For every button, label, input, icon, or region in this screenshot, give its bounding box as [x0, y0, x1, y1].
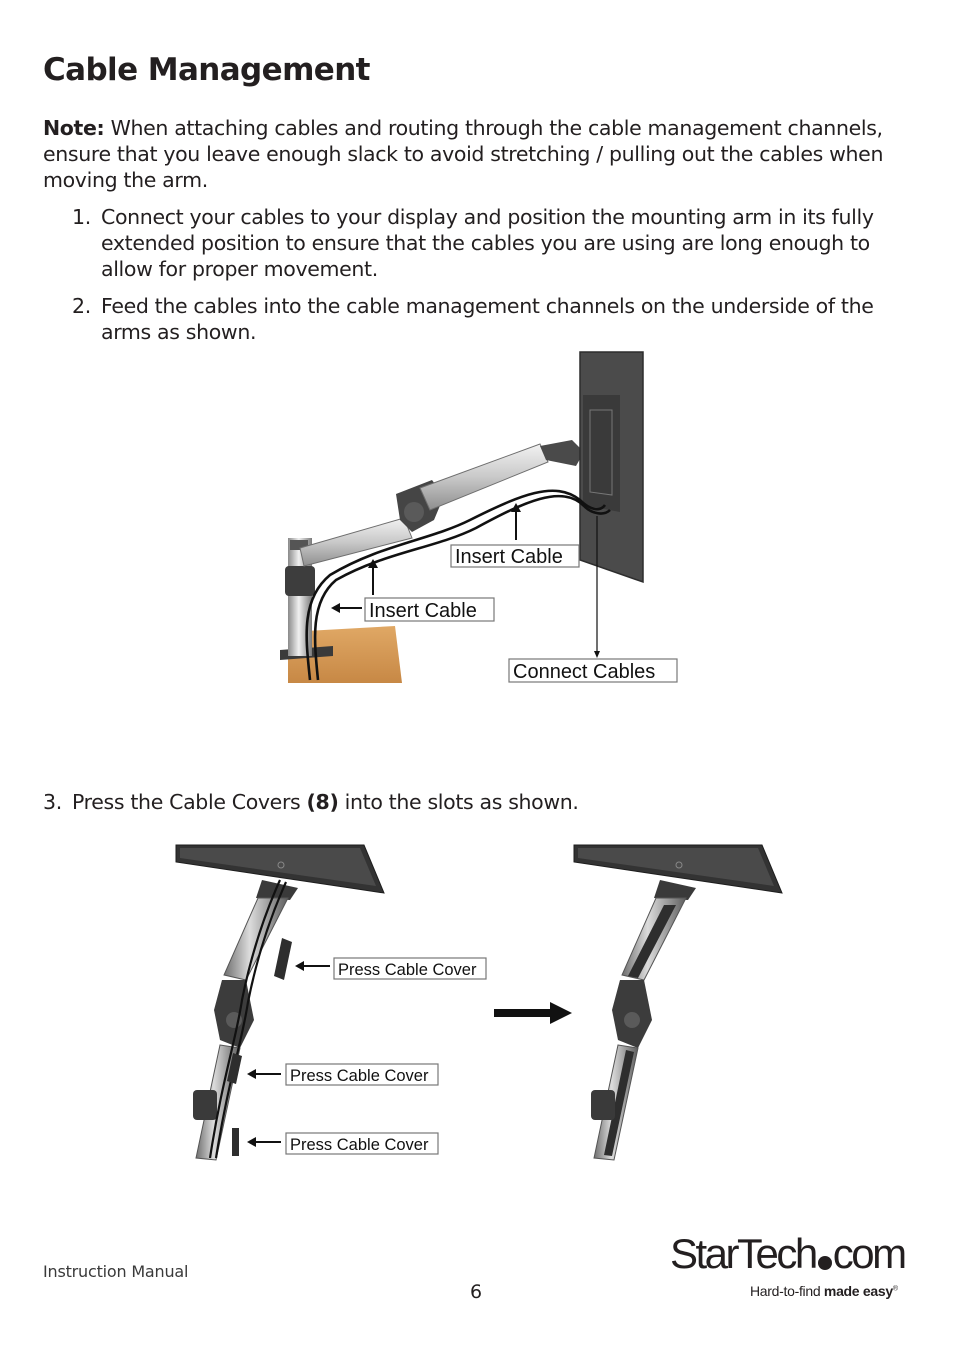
step-number: 1.: [72, 205, 91, 229]
after-assembly: [574, 845, 782, 1160]
footer-label: Instruction Manual: [43, 1262, 189, 1281]
callout-insert-cable-upper: Insert Cable: [455, 546, 563, 568]
cable-cover-piece: [274, 938, 292, 980]
lower-arm: [300, 518, 412, 566]
note-paragraph: [43, 116, 903, 193]
before-assembly: [176, 845, 384, 1160]
step-number: 2.: [72, 294, 91, 318]
cable-routing-illustration: [270, 345, 690, 690]
callout-press-cable-cover-middle: Press Cable Cover: [290, 1067, 429, 1085]
step-text: Feed the cables into the cable management channels on the underside of the arms as shown.: [101, 294, 874, 344]
page-number: 6: [470, 1281, 483, 1303]
brand-tagline: Hard-to-find made easy®: [750, 1283, 898, 1299]
page-title: Cable Management: [43, 52, 370, 88]
step-number: 3.: [43, 790, 62, 814]
callout-insert-cable-lower: Insert Cable: [369, 600, 477, 622]
cable-cover-illustration: [170, 838, 790, 1163]
step-text: Press the Cable Covers (8) into the slots as shown.: [72, 790, 579, 814]
step-2: [72, 293, 892, 347]
cable-cover-piece: [232, 1128, 239, 1156]
note-label: Note:: [43, 116, 105, 140]
note-text: When attaching cables and routing through the cable management channels, ensure that you leave enough slack to avoid stretching / pulling out the cables when moving the arm.: [43, 116, 884, 192]
arrow-right-icon: [494, 1009, 552, 1017]
step-1: [72, 204, 892, 284]
callout-connect-cables: Connect Cables: [513, 661, 656, 683]
startech-logo: StarTech com: [670, 1230, 905, 1277]
step-3: [43, 789, 743, 817]
logo-dot-icon: [818, 1256, 832, 1270]
callout-press-cable-cover-bottom: Press Cable Cover: [290, 1136, 429, 1154]
part-reference: (8): [306, 790, 339, 814]
upper-arm: [420, 444, 548, 510]
callout-press-cable-cover-top: Press Cable Cover: [338, 961, 477, 979]
step-text: Connect your cables to your display and position the mounting arm in its fully extended position to ensure that the cables you are using are long enough to allow for proper movement.: [101, 205, 874, 281]
